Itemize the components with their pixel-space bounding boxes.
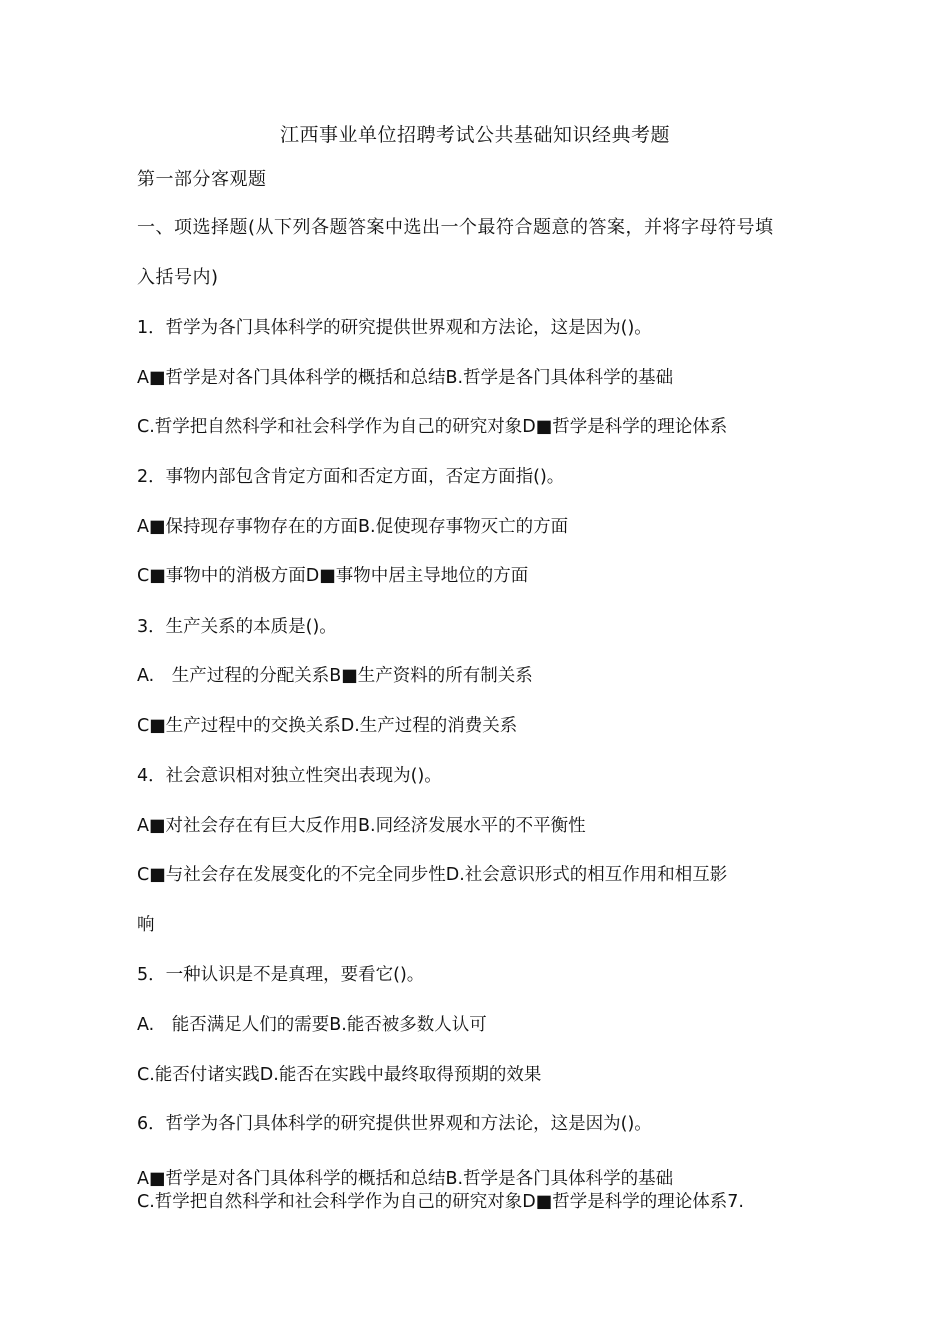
question-4: 4．社会意识相对独立性突出表现为()。 xyxy=(137,766,442,786)
question-2-options-cd: C■事物中的消极方面D■事物中居主导地位的方面 xyxy=(137,566,529,586)
question-6-options-ab: A■哲学是对各门具体科学的概括和总结B.哲学是各门具体科学的基础 xyxy=(137,1169,674,1189)
question-1-options-cd: C.哲学把自然科学和社会科学作为自己的研究对象D■哲学是科学的理论体系 xyxy=(137,417,728,437)
question-3-options-cd: C■生产过程中的交换关系D.生产过程的消费关系 xyxy=(137,716,518,736)
question-5: 5．一种认识是不是真理，要看它()。 xyxy=(137,965,425,985)
question-3-options-ab: A. 生产过程的分配关系B■生产资料的所有制关系 xyxy=(137,666,533,686)
question-2: 2．事物内部包含肯定方面和否定方面，否定方面指()。 xyxy=(137,467,565,487)
question-4-options-ab: A■对社会存在有巨大反作用B.同经济发展水平的不平衡性 xyxy=(137,816,586,836)
question-6-options-cd: C.哲学把自然科学和社会科学作为自己的研究对象D■哲学是科学的理论体系7. xyxy=(137,1192,744,1212)
question-5-options-cd: C.能否付诸实践D.能否在实践中最终取得预期的效果 xyxy=(137,1065,542,1085)
question-2-options-ab: A■保持现存事物存在的方面B.促使现存事物灭亡的方面 xyxy=(137,517,569,537)
question-1-options-ab: A■哲学是对各门具体科学的概括和总结B.哲学是各门具体科学的基础 xyxy=(137,368,674,388)
question-1: 1．哲学为各门具体科学的研究提供世界观和方法论，这是因为()。 xyxy=(137,318,652,338)
question-5-options-ab: A. 能否满足人们的需要B.能否被多数人认可 xyxy=(137,1015,487,1035)
question-3: 3．生产关系的本质是()。 xyxy=(137,617,337,637)
document-title: 江西事业单位招聘考试公共基础知识经典考题 xyxy=(279,124,670,146)
question-4-options-cd: C■与社会存在发展变化的不完全同步性D.社会意识形式的相互作用和相互影 xyxy=(137,865,728,885)
instruction-line-2: 入括号内) xyxy=(137,267,219,288)
question-4-options-cd-cont: 响 xyxy=(137,915,155,935)
part-heading: 第一部分客观题 xyxy=(137,169,267,190)
instruction-line-1: 一、项选择题(从下列各题答案中选出一个最符合题意的答案，并将字母符号填 xyxy=(137,217,774,238)
question-6: 6．哲学为各门具体科学的研究提供世界观和方法论，这是因为()。 xyxy=(137,1114,652,1134)
